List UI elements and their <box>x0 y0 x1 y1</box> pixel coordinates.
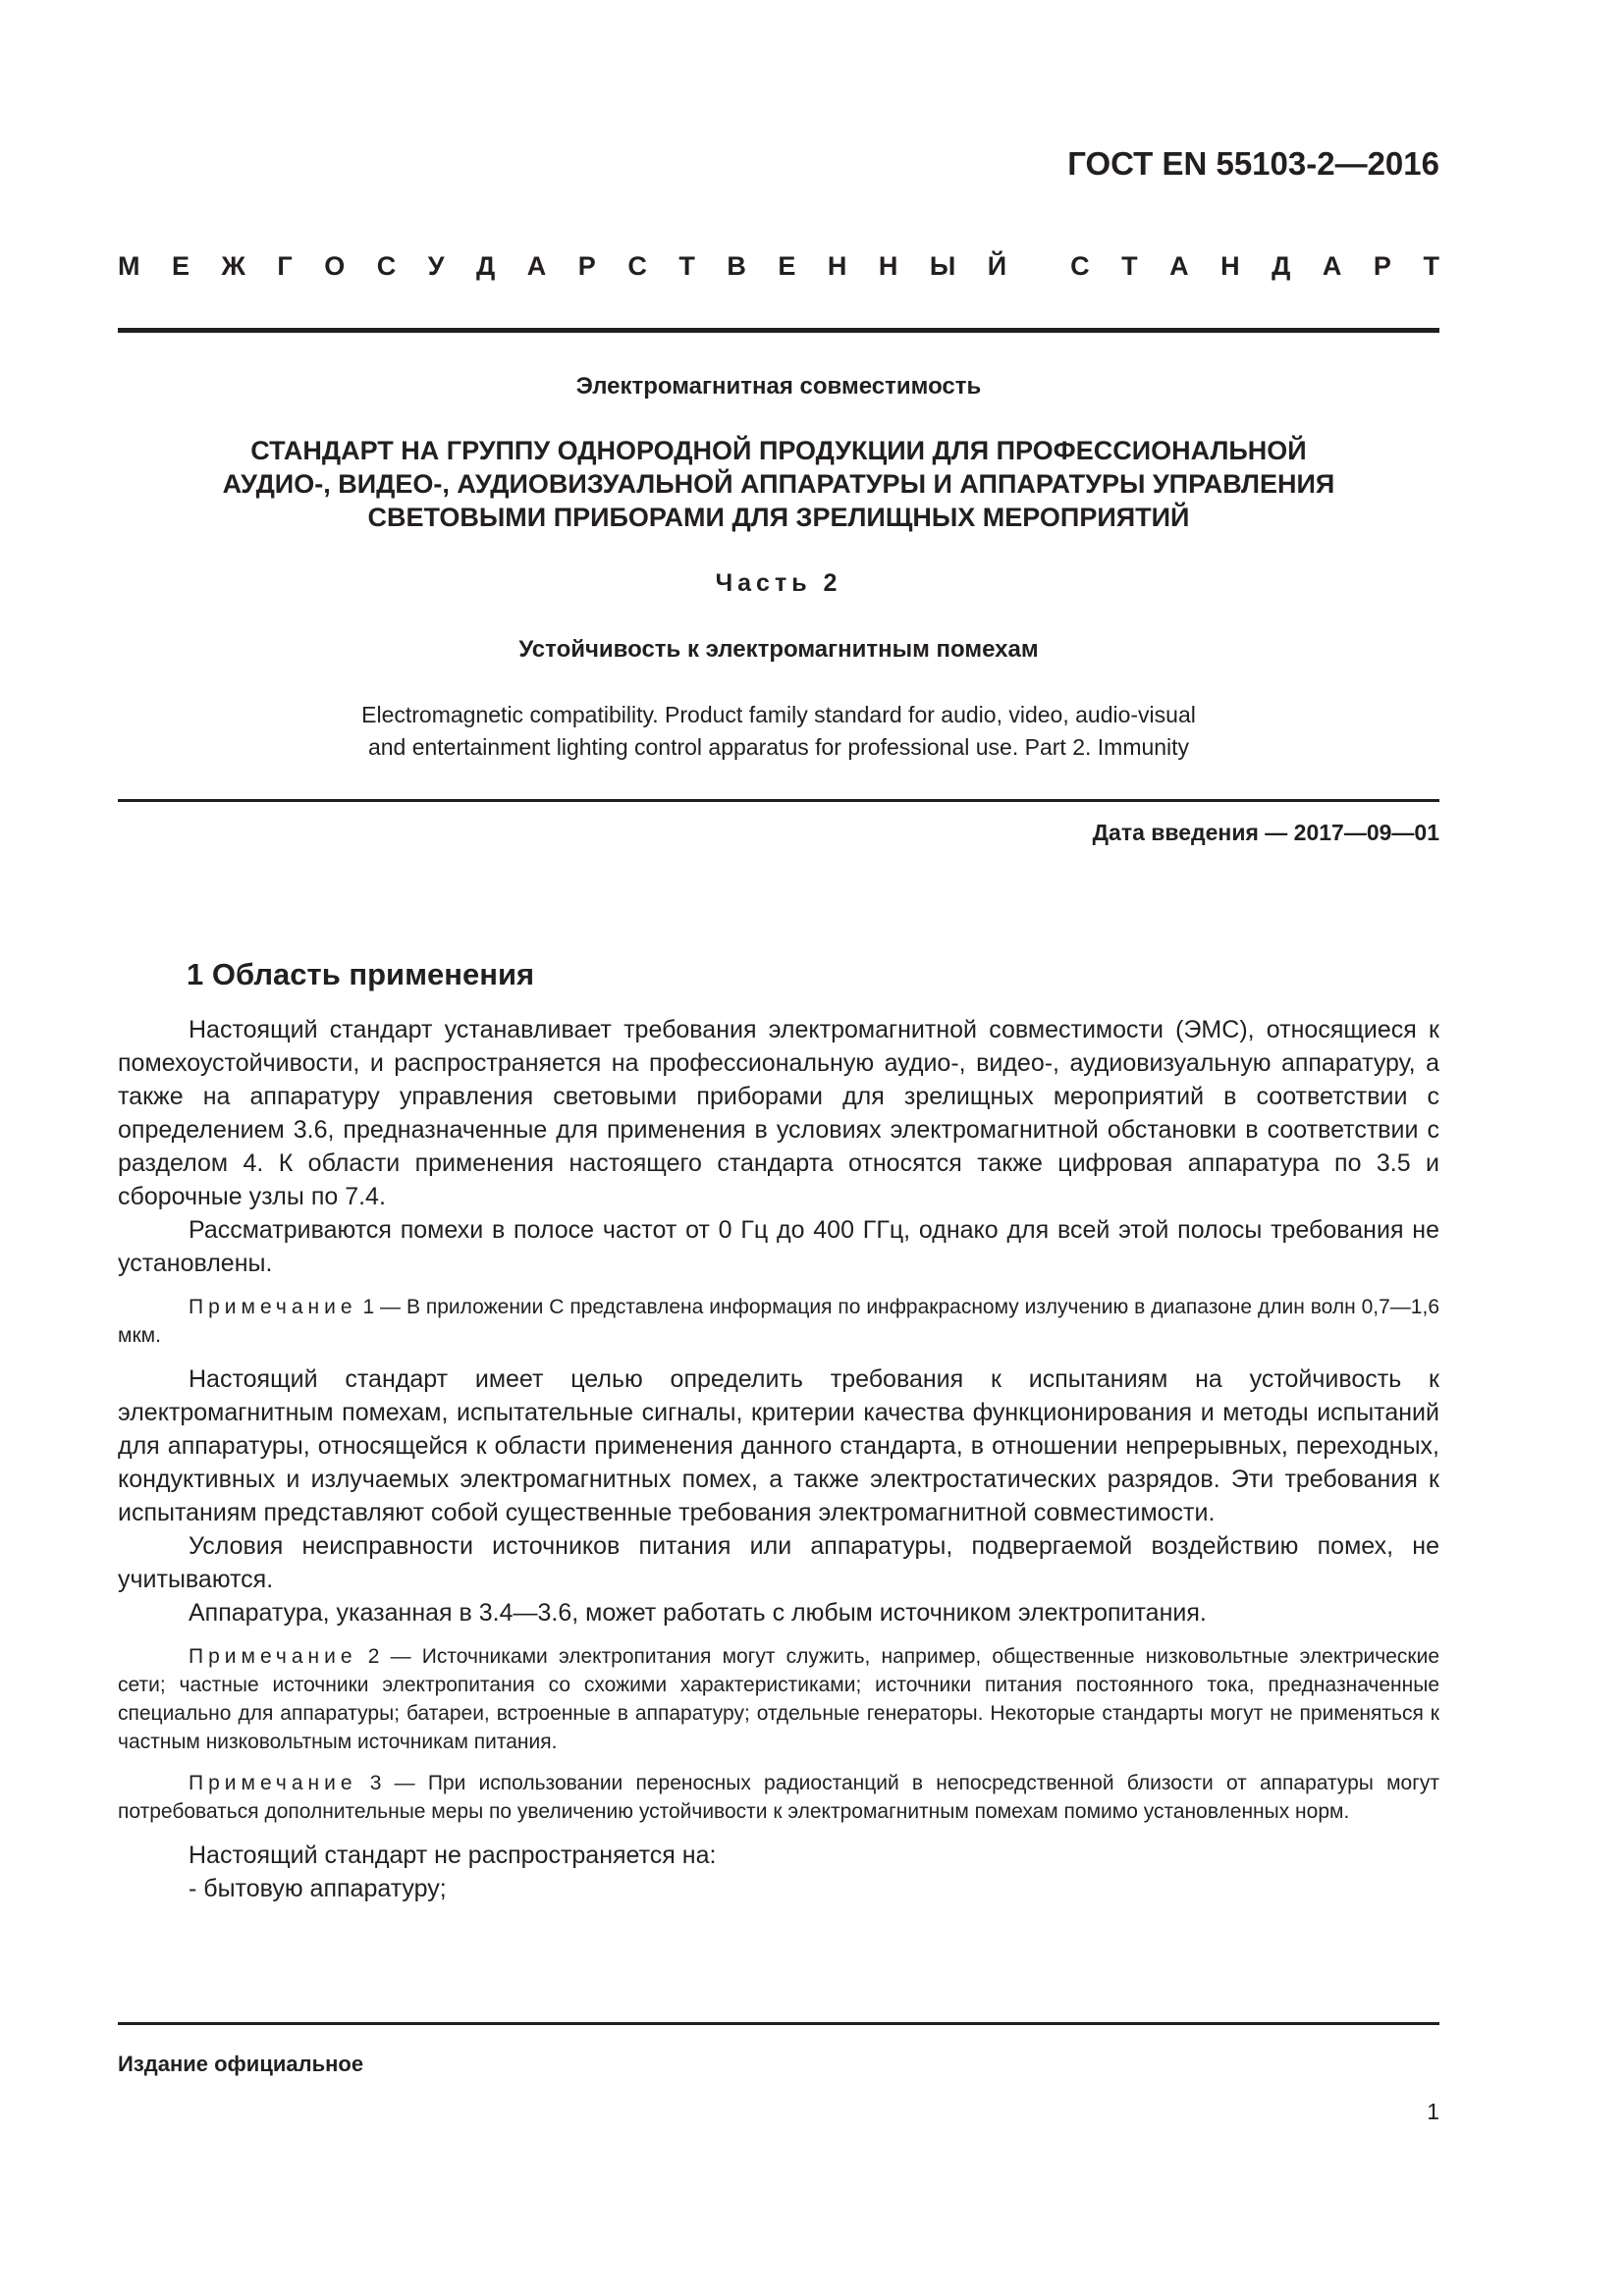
note-text: 3 — При использовании переносных радиостанций в непосредственной близости от аппаратуры могут потребоваться дополнительные меры по увеличению устойчивости к электромагнитным помехам помимо установленных норм. <box>118 1772 1439 1823</box>
note <box>118 1642 1439 1756</box>
title-line: СВЕТОВЫМИ ПРИБОРАМИ ДЛЯ ЗРЕЛИЩНЫХ МЕРОПРИЯТИЙ <box>367 503 1190 532</box>
heading-letter: Е <box>172 251 190 281</box>
heading-letter: Д <box>476 251 496 281</box>
section-body <box>118 1013 1439 1905</box>
heading-letter: Н <box>827 251 847 281</box>
heading-letter: С <box>627 251 647 281</box>
heading-letter: М <box>118 251 140 281</box>
heading-letter: А <box>1322 251 1342 281</box>
heading-letter: Г <box>277 251 293 281</box>
heading-letter: Т <box>678 251 695 281</box>
english-title-line: and entertainment lighting control apparatus for professional use. Part 2. Immunity <box>367 734 1190 760</box>
heading-letter: С <box>376 251 397 281</box>
heading-letter: А <box>526 251 547 281</box>
note <box>118 1293 1439 1350</box>
standard-title <box>118 434 1439 534</box>
note-text: 1 — В приложении С представлена информация по инфракрасному излучению в диапазоне длин волн 0,7—1,6 мкм. <box>118 1296 1439 1347</box>
header-rule <box>118 328 1439 333</box>
edition-label: Издание официальное <box>118 2052 364 2076</box>
list-item: - бытовую аппаратуру; <box>189 1875 447 1902</box>
introduction-date: Дата введения — 2017—09—01 <box>1092 820 1439 845</box>
paragraph: Настоящий стандарт имеет целью определить требования к испытаниям на устойчивость к электромагнитным помехам, испытательные сигналы, критерии качества функционирования и методы испытаний для аппаратуры, относящейся к области применения данного стандарта, в отношении непрерывных, переходных, кондуктивных и излучаемых электромагнитных помех, а также электростатических разрядов. Эти требования к испытаниям представляют собой существенные требования электромагнитной совместимости. <box>118 1365 1439 1526</box>
note-label: Примечание <box>189 1772 357 1794</box>
heading-letter: Ы <box>929 251 956 281</box>
heading-letter: Р <box>1373 251 1391 281</box>
heading-letter: Е <box>778 251 796 281</box>
note-label: Примечание <box>189 1296 357 1318</box>
heading-letter: Р <box>577 251 596 281</box>
heading-letter: О <box>324 251 346 281</box>
paragraph: Условия неисправности источников питания или аппаратуры, подвергаемой воздействию помех, не учитываются. <box>118 1532 1439 1593</box>
heading-letter: С <box>1070 251 1090 281</box>
title-line: СТАНДАРТ НА ГРУППУ ОДНОРОДНОЙ ПРОДУКЦИИ ДЛЯ ПРОФЕССИОНАЛЬНОЙ <box>250 436 1307 465</box>
note <box>118 1769 1439 1826</box>
paragraph: Настоящий стандарт не распространяется на: <box>189 1842 717 1869</box>
english-title <box>118 699 1439 764</box>
page-number: 1 <box>1427 2099 1439 2124</box>
part-subtitle: Устойчивость к электромагнитным помехам <box>518 636 1039 663</box>
heading-letter: В <box>727 251 746 281</box>
note-label: Примечание <box>189 1645 357 1668</box>
paragraph: Аппаратура, указанная в 3.4—3.6, может работать с любым источником электропитания. <box>189 1599 1207 1627</box>
heading-letter: Н <box>878 251 898 281</box>
paragraph: Настоящий стандарт устанавливает требования электромагнитной совместимости (ЭМС), относящиеся к помехоустойчивости, и распространяется на профессиональную аудио-, видео-, аудиовизуальную аппаратуру, а также на аппаратуру управления световыми приборами для зрелищных мероприятий в соответствии с определением 3.6, предназначенные для применения в условиях электромагнитной обстановки в соответствии с разделом 4. К области применения настоящего стандарта относятся также цифровая аппаратура по 3.5 и сборочные узлы по 7.4. <box>118 1016 1439 1210</box>
interstate-standard-heading <box>118 251 1439 282</box>
footer-rule <box>118 2022 1439 2025</box>
title-rule <box>118 799 1439 802</box>
part-label: Часть 2 <box>715 569 842 597</box>
heading-letter: Т <box>1423 251 1439 281</box>
heading-letter: Н <box>1220 251 1240 281</box>
section-heading: 1 Область применения <box>187 957 535 991</box>
title-line: АУДИО-, ВИДЕО-, АУДИОВИЗУАЛЬНОЙ АППАРАТУРЫ И АППАРАТУРЫ УПРАВЛЕНИЯ <box>222 469 1335 499</box>
heading-letter: А <box>1169 251 1189 281</box>
heading-letter: Ж <box>221 251 245 281</box>
english-title-line: Electromagnetic compatibility. Product family standard for audio, video, audio-visual <box>361 702 1196 727</box>
heading-letter: Т <box>1121 251 1138 281</box>
paragraph: Рассматриваются помехи в полосе частот от 0 Гц до 400 ГГц, однако для всей этой полосы требования не установлены. <box>118 1216 1439 1277</box>
document-number: ГОСТ EN 55103-2—2016 <box>1067 145 1439 182</box>
note-text: 2 — Источниками электропитания могут служить, например, общественные низковольтные электрические сети; частные источники электропитания со схожими характеристиками; источники питания постоянного тока, предназначенные специально для аппаратуры; батареи, встроенные в аппаратуру; отдельные генераторы. Некоторые стандарты могут не применяться к частным низковольтным источникам питания. <box>118 1645 1439 1753</box>
standard-subject: Электромагнитная совместимость <box>575 373 982 400</box>
heading-letter: Д <box>1272 251 1291 281</box>
heading-letter: Й <box>987 251 1007 281</box>
heading-letter: У <box>427 251 445 281</box>
